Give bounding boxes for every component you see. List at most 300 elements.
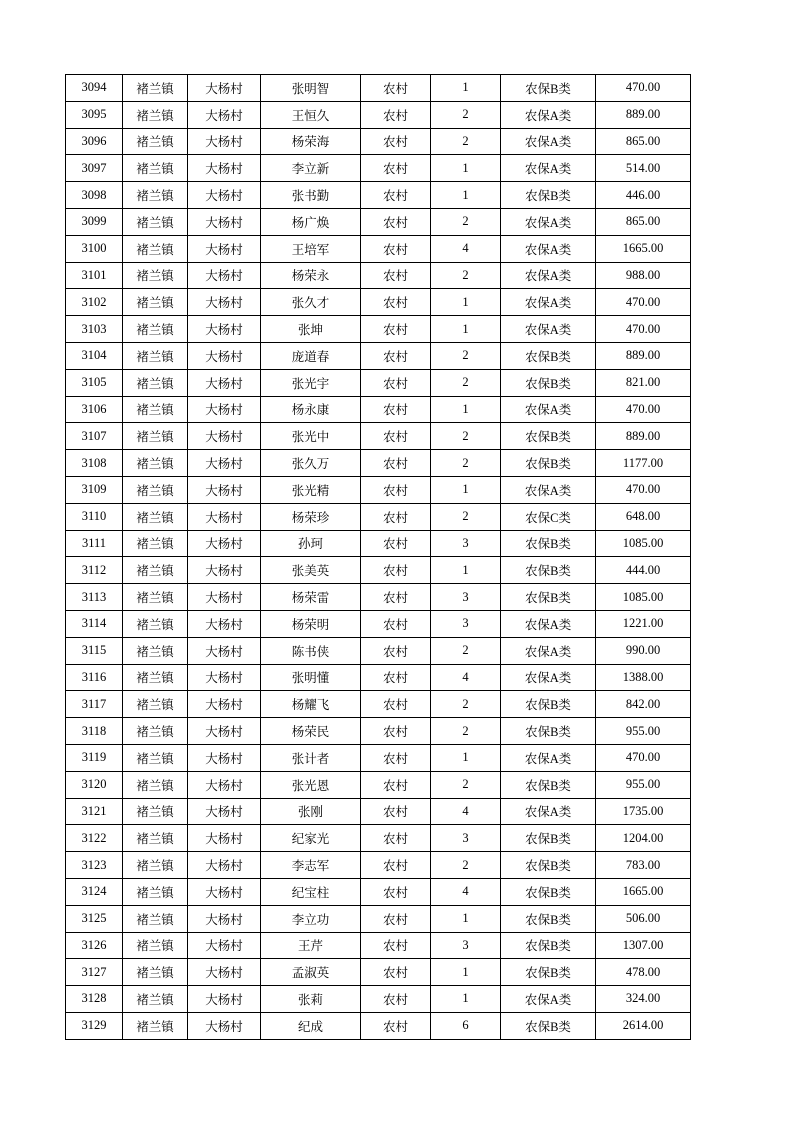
insurance-category-cell: 农保B类 [501, 557, 596, 584]
table-row [66, 208, 691, 235]
area-type-cell: 农村 [361, 423, 431, 450]
member-count-cell: 2 [431, 342, 501, 369]
person-name-cell: 杨荣永 [261, 262, 361, 289]
town-cell: 褚兰镇 [123, 825, 188, 852]
insurance-category-cell: 农保A类 [501, 476, 596, 503]
row-id-cell: 3106 [66, 396, 123, 423]
member-count-cell: 6 [431, 1012, 501, 1039]
member-count-cell: 2 [431, 369, 501, 396]
person-name-cell: 王芹 [261, 932, 361, 959]
member-count-cell: 1 [431, 182, 501, 209]
village-cell: 大杨村 [188, 530, 261, 557]
amount-cell: 1085.00 [596, 584, 691, 611]
area-type-cell: 农村 [361, 262, 431, 289]
table-row [66, 718, 691, 745]
table-row [66, 101, 691, 128]
row-id-cell: 3110 [66, 503, 123, 530]
insurance-category-cell: 农保B类 [501, 771, 596, 798]
village-cell: 大杨村 [188, 262, 261, 289]
amount-cell: 470.00 [596, 316, 691, 343]
area-type-cell: 农村 [361, 476, 431, 503]
area-type-cell: 农村 [361, 905, 431, 932]
amount-cell: 988.00 [596, 262, 691, 289]
insurance-category-cell: 农保B类 [501, 182, 596, 209]
town-cell: 褚兰镇 [123, 691, 188, 718]
town-cell: 褚兰镇 [123, 235, 188, 262]
village-cell: 大杨村 [188, 852, 261, 879]
table-row [66, 396, 691, 423]
insurance-category-cell: 农保B类 [501, 450, 596, 477]
insurance-category-cell: 农保A类 [501, 744, 596, 771]
member-count-cell: 1 [431, 316, 501, 343]
member-count-cell: 1 [431, 905, 501, 932]
town-cell: 褚兰镇 [123, 986, 188, 1013]
area-type-cell: 农村 [361, 342, 431, 369]
amount-cell: 324.00 [596, 986, 691, 1013]
table-row [66, 1012, 691, 1039]
insurance-category-cell: 农保B类 [501, 905, 596, 932]
member-count-cell: 2 [431, 718, 501, 745]
village-cell: 大杨村 [188, 798, 261, 825]
member-count-cell: 2 [431, 450, 501, 477]
amount-cell: 470.00 [596, 396, 691, 423]
person-name-cell: 张明懂 [261, 664, 361, 691]
insurance-category-cell: 农保A类 [501, 262, 596, 289]
person-name-cell: 张明智 [261, 75, 361, 102]
row-id-cell: 3117 [66, 691, 123, 718]
person-name-cell: 孙珂 [261, 530, 361, 557]
village-cell: 大杨村 [188, 664, 261, 691]
table-row [66, 75, 691, 102]
area-type-cell: 农村 [361, 584, 431, 611]
table-row [66, 905, 691, 932]
amount-cell: 990.00 [596, 637, 691, 664]
amount-cell: 865.00 [596, 208, 691, 235]
insurance-category-cell: 农保B类 [501, 691, 596, 718]
amount-cell: 1204.00 [596, 825, 691, 852]
person-name-cell: 李立新 [261, 155, 361, 182]
insurance-category-cell: 农保B类 [501, 1012, 596, 1039]
table-row [66, 182, 691, 209]
area-type-cell: 农村 [361, 530, 431, 557]
village-cell: 大杨村 [188, 289, 261, 316]
amount-cell: 1665.00 [596, 235, 691, 262]
member-count-cell: 2 [431, 423, 501, 450]
person-name-cell: 杨荣珍 [261, 503, 361, 530]
person-name-cell: 张光中 [261, 423, 361, 450]
insurance-category-cell: 农保A类 [501, 208, 596, 235]
village-cell: 大杨村 [188, 235, 261, 262]
amount-cell: 506.00 [596, 905, 691, 932]
insurance-category-cell: 农保B类 [501, 584, 596, 611]
town-cell: 褚兰镇 [123, 369, 188, 396]
amount-cell: 1665.00 [596, 878, 691, 905]
insurance-category-cell: 农保A类 [501, 155, 596, 182]
village-cell: 大杨村 [188, 718, 261, 745]
row-id-cell: 3112 [66, 557, 123, 584]
village-cell: 大杨村 [188, 503, 261, 530]
row-id-cell: 3128 [66, 986, 123, 1013]
village-cell: 大杨村 [188, 450, 261, 477]
member-count-cell: 2 [431, 852, 501, 879]
area-type-cell: 农村 [361, 771, 431, 798]
town-cell: 褚兰镇 [123, 637, 188, 664]
row-id-cell: 3125 [66, 905, 123, 932]
person-name-cell: 杨荣民 [261, 718, 361, 745]
person-name-cell: 张书勤 [261, 182, 361, 209]
town-cell: 褚兰镇 [123, 530, 188, 557]
amount-cell: 1221.00 [596, 610, 691, 637]
member-count-cell: 2 [431, 208, 501, 235]
member-count-cell: 3 [431, 530, 501, 557]
amount-cell: 783.00 [596, 852, 691, 879]
person-name-cell: 庞道春 [261, 342, 361, 369]
town-cell: 褚兰镇 [123, 664, 188, 691]
member-count-cell: 4 [431, 878, 501, 905]
row-id-cell: 3123 [66, 852, 123, 879]
village-cell: 大杨村 [188, 75, 261, 102]
town-cell: 褚兰镇 [123, 610, 188, 637]
person-name-cell: 张坤 [261, 316, 361, 343]
row-id-cell: 3119 [66, 744, 123, 771]
village-cell: 大杨村 [188, 744, 261, 771]
amount-cell: 2614.00 [596, 1012, 691, 1039]
town-cell: 褚兰镇 [123, 75, 188, 102]
insurance-category-cell: 农保B类 [501, 530, 596, 557]
table-row [66, 342, 691, 369]
member-count-cell: 3 [431, 932, 501, 959]
row-id-cell: 3113 [66, 584, 123, 611]
area-type-cell: 农村 [361, 128, 431, 155]
village-cell: 大杨村 [188, 637, 261, 664]
row-id-cell: 3111 [66, 530, 123, 557]
table-row [66, 289, 691, 316]
amount-cell: 889.00 [596, 342, 691, 369]
insurance-category-cell: 农保B类 [501, 878, 596, 905]
amount-cell: 446.00 [596, 182, 691, 209]
town-cell: 褚兰镇 [123, 182, 188, 209]
person-name-cell: 张久才 [261, 289, 361, 316]
row-id-cell: 3122 [66, 825, 123, 852]
town-cell: 褚兰镇 [123, 262, 188, 289]
row-id-cell: 3103 [66, 316, 123, 343]
row-id-cell: 3114 [66, 610, 123, 637]
table-row [66, 637, 691, 664]
table-row [66, 691, 691, 718]
town-cell: 褚兰镇 [123, 316, 188, 343]
row-id-cell: 3126 [66, 932, 123, 959]
table-row [66, 986, 691, 1013]
insurance-category-cell: 农保A类 [501, 101, 596, 128]
member-count-cell: 4 [431, 235, 501, 262]
amount-cell: 821.00 [596, 369, 691, 396]
town-cell: 褚兰镇 [123, 450, 188, 477]
person-name-cell: 杨荣雷 [261, 584, 361, 611]
row-id-cell: 3098 [66, 182, 123, 209]
village-cell: 大杨村 [188, 691, 261, 718]
person-name-cell: 王培军 [261, 235, 361, 262]
village-cell: 大杨村 [188, 905, 261, 932]
village-cell: 大杨村 [188, 155, 261, 182]
town-cell: 褚兰镇 [123, 878, 188, 905]
table-row [66, 262, 691, 289]
table-row [66, 369, 691, 396]
person-name-cell: 杨荣海 [261, 128, 361, 155]
table-row [66, 235, 691, 262]
area-type-cell: 农村 [361, 718, 431, 745]
village-cell: 大杨村 [188, 959, 261, 986]
member-count-cell: 3 [431, 584, 501, 611]
insurance-category-cell: 农保C类 [501, 503, 596, 530]
area-type-cell: 农村 [361, 852, 431, 879]
amount-cell: 470.00 [596, 744, 691, 771]
amount-cell: 1177.00 [596, 450, 691, 477]
amount-cell: 1085.00 [596, 530, 691, 557]
table-row [66, 959, 691, 986]
town-cell: 褚兰镇 [123, 744, 188, 771]
person-name-cell: 陈书侠 [261, 637, 361, 664]
benefit-roster-table [65, 74, 691, 1040]
table-row [66, 610, 691, 637]
table-row [66, 825, 691, 852]
member-count-cell: 4 [431, 664, 501, 691]
village-cell: 大杨村 [188, 1012, 261, 1039]
row-id-cell: 3108 [66, 450, 123, 477]
row-id-cell: 3095 [66, 101, 123, 128]
insurance-category-cell: 农保A类 [501, 664, 596, 691]
member-count-cell: 2 [431, 771, 501, 798]
table-row [66, 155, 691, 182]
village-cell: 大杨村 [188, 878, 261, 905]
area-type-cell: 农村 [361, 637, 431, 664]
amount-cell: 1735.00 [596, 798, 691, 825]
area-type-cell: 农村 [361, 932, 431, 959]
town-cell: 褚兰镇 [123, 798, 188, 825]
amount-cell: 955.00 [596, 771, 691, 798]
area-type-cell: 农村 [361, 986, 431, 1013]
person-name-cell: 李志军 [261, 852, 361, 879]
person-name-cell: 张光精 [261, 476, 361, 503]
row-id-cell: 3102 [66, 289, 123, 316]
town-cell: 褚兰镇 [123, 771, 188, 798]
amount-cell: 1388.00 [596, 664, 691, 691]
row-id-cell: 3101 [66, 262, 123, 289]
village-cell: 大杨村 [188, 101, 261, 128]
area-type-cell: 农村 [361, 235, 431, 262]
village-cell: 大杨村 [188, 771, 261, 798]
member-count-cell: 2 [431, 128, 501, 155]
insurance-category-cell: 农保A类 [501, 610, 596, 637]
table-row [66, 316, 691, 343]
row-id-cell: 3127 [66, 959, 123, 986]
town-cell: 褚兰镇 [123, 208, 188, 235]
amount-cell: 470.00 [596, 75, 691, 102]
village-cell: 大杨村 [188, 423, 261, 450]
town-cell: 褚兰镇 [123, 932, 188, 959]
person-name-cell: 张光宇 [261, 369, 361, 396]
town-cell: 褚兰镇 [123, 503, 188, 530]
row-id-cell: 3129 [66, 1012, 123, 1039]
town-cell: 褚兰镇 [123, 423, 188, 450]
village-cell: 大杨村 [188, 986, 261, 1013]
member-count-cell: 1 [431, 289, 501, 316]
area-type-cell: 农村 [361, 155, 431, 182]
insurance-category-cell: 农保B类 [501, 369, 596, 396]
amount-cell: 444.00 [596, 557, 691, 584]
member-count-cell: 2 [431, 503, 501, 530]
member-count-cell: 4 [431, 798, 501, 825]
town-cell: 褚兰镇 [123, 905, 188, 932]
area-type-cell: 农村 [361, 664, 431, 691]
person-name-cell: 张计者 [261, 744, 361, 771]
table-row [66, 476, 691, 503]
insurance-category-cell: 农保B类 [501, 932, 596, 959]
table-row [66, 530, 691, 557]
insurance-category-cell: 农保B类 [501, 825, 596, 852]
row-id-cell: 3115 [66, 637, 123, 664]
row-id-cell: 3124 [66, 878, 123, 905]
member-count-cell: 1 [431, 959, 501, 986]
table-row [66, 664, 691, 691]
area-type-cell: 农村 [361, 369, 431, 396]
amount-cell: 889.00 [596, 423, 691, 450]
person-name-cell: 杨荣明 [261, 610, 361, 637]
member-count-cell: 2 [431, 637, 501, 664]
town-cell: 褚兰镇 [123, 128, 188, 155]
insurance-category-cell: 农保A类 [501, 637, 596, 664]
area-type-cell: 农村 [361, 825, 431, 852]
town-cell: 褚兰镇 [123, 101, 188, 128]
table-row [66, 557, 691, 584]
table-row [66, 450, 691, 477]
amount-cell: 955.00 [596, 718, 691, 745]
town-cell: 褚兰镇 [123, 289, 188, 316]
town-cell: 褚兰镇 [123, 959, 188, 986]
area-type-cell: 农村 [361, 289, 431, 316]
insurance-category-cell: 农保B类 [501, 423, 596, 450]
insurance-category-cell: 农保B类 [501, 342, 596, 369]
member-count-cell: 1 [431, 744, 501, 771]
village-cell: 大杨村 [188, 342, 261, 369]
table-row [66, 584, 691, 611]
amount-cell: 648.00 [596, 503, 691, 530]
table-row [66, 128, 691, 155]
area-type-cell: 农村 [361, 101, 431, 128]
member-count-cell: 1 [431, 986, 501, 1013]
area-type-cell: 农村 [361, 450, 431, 477]
village-cell: 大杨村 [188, 825, 261, 852]
amount-cell: 514.00 [596, 155, 691, 182]
row-id-cell: 3096 [66, 128, 123, 155]
person-name-cell: 李立功 [261, 905, 361, 932]
village-cell: 大杨村 [188, 316, 261, 343]
village-cell: 大杨村 [188, 584, 261, 611]
village-cell: 大杨村 [188, 557, 261, 584]
table-row [66, 878, 691, 905]
amount-cell: 478.00 [596, 959, 691, 986]
village-cell: 大杨村 [188, 396, 261, 423]
town-cell: 褚兰镇 [123, 155, 188, 182]
person-name-cell: 张美英 [261, 557, 361, 584]
row-id-cell: 3105 [66, 369, 123, 396]
town-cell: 褚兰镇 [123, 396, 188, 423]
area-type-cell: 农村 [361, 610, 431, 637]
insurance-category-cell: 农保B类 [501, 75, 596, 102]
row-id-cell: 3100 [66, 235, 123, 262]
member-count-cell: 2 [431, 101, 501, 128]
area-type-cell: 农村 [361, 208, 431, 235]
row-id-cell: 3118 [66, 718, 123, 745]
area-type-cell: 农村 [361, 503, 431, 530]
area-type-cell: 农村 [361, 316, 431, 343]
member-count-cell: 3 [431, 825, 501, 852]
amount-cell: 889.00 [596, 101, 691, 128]
person-name-cell: 张刚 [261, 798, 361, 825]
table-row [66, 423, 691, 450]
village-cell: 大杨村 [188, 128, 261, 155]
insurance-category-cell: 农保A类 [501, 396, 596, 423]
town-cell: 褚兰镇 [123, 557, 188, 584]
member-count-cell: 1 [431, 155, 501, 182]
town-cell: 褚兰镇 [123, 584, 188, 611]
amount-cell: 865.00 [596, 128, 691, 155]
table-row [66, 771, 691, 798]
amount-cell: 842.00 [596, 691, 691, 718]
insurance-category-cell: 农保A类 [501, 316, 596, 343]
table-row [66, 852, 691, 879]
member-count-cell: 2 [431, 262, 501, 289]
row-id-cell: 3120 [66, 771, 123, 798]
village-cell: 大杨村 [188, 182, 261, 209]
row-id-cell: 3097 [66, 155, 123, 182]
table-row [66, 744, 691, 771]
person-name-cell: 杨耀飞 [261, 691, 361, 718]
town-cell: 褚兰镇 [123, 1012, 188, 1039]
row-id-cell: 3116 [66, 664, 123, 691]
insurance-category-cell: 农保A类 [501, 235, 596, 262]
area-type-cell: 农村 [361, 744, 431, 771]
amount-cell: 1307.00 [596, 932, 691, 959]
insurance-category-cell: 农保A类 [501, 289, 596, 316]
person-name-cell: 张久万 [261, 450, 361, 477]
village-cell: 大杨村 [188, 369, 261, 396]
member-count-cell: 1 [431, 476, 501, 503]
person-name-cell: 纪成 [261, 1012, 361, 1039]
person-name-cell: 纪宝柱 [261, 878, 361, 905]
area-type-cell: 农村 [361, 798, 431, 825]
table-body [66, 75, 691, 1040]
table-row [66, 798, 691, 825]
row-id-cell: 3104 [66, 342, 123, 369]
person-name-cell: 杨永康 [261, 396, 361, 423]
person-name-cell: 杨广焕 [261, 208, 361, 235]
insurance-category-cell: 农保A类 [501, 128, 596, 155]
table-row [66, 932, 691, 959]
row-id-cell: 3109 [66, 476, 123, 503]
town-cell: 褚兰镇 [123, 342, 188, 369]
person-name-cell: 张光恩 [261, 771, 361, 798]
insurance-category-cell: 农保A类 [501, 798, 596, 825]
person-name-cell: 王恒久 [261, 101, 361, 128]
insurance-category-cell: 农保B类 [501, 718, 596, 745]
village-cell: 大杨村 [188, 476, 261, 503]
area-type-cell: 农村 [361, 1012, 431, 1039]
town-cell: 褚兰镇 [123, 852, 188, 879]
member-count-cell: 3 [431, 610, 501, 637]
insurance-category-cell: 农保A类 [501, 986, 596, 1013]
village-cell: 大杨村 [188, 208, 261, 235]
area-type-cell: 农村 [361, 396, 431, 423]
